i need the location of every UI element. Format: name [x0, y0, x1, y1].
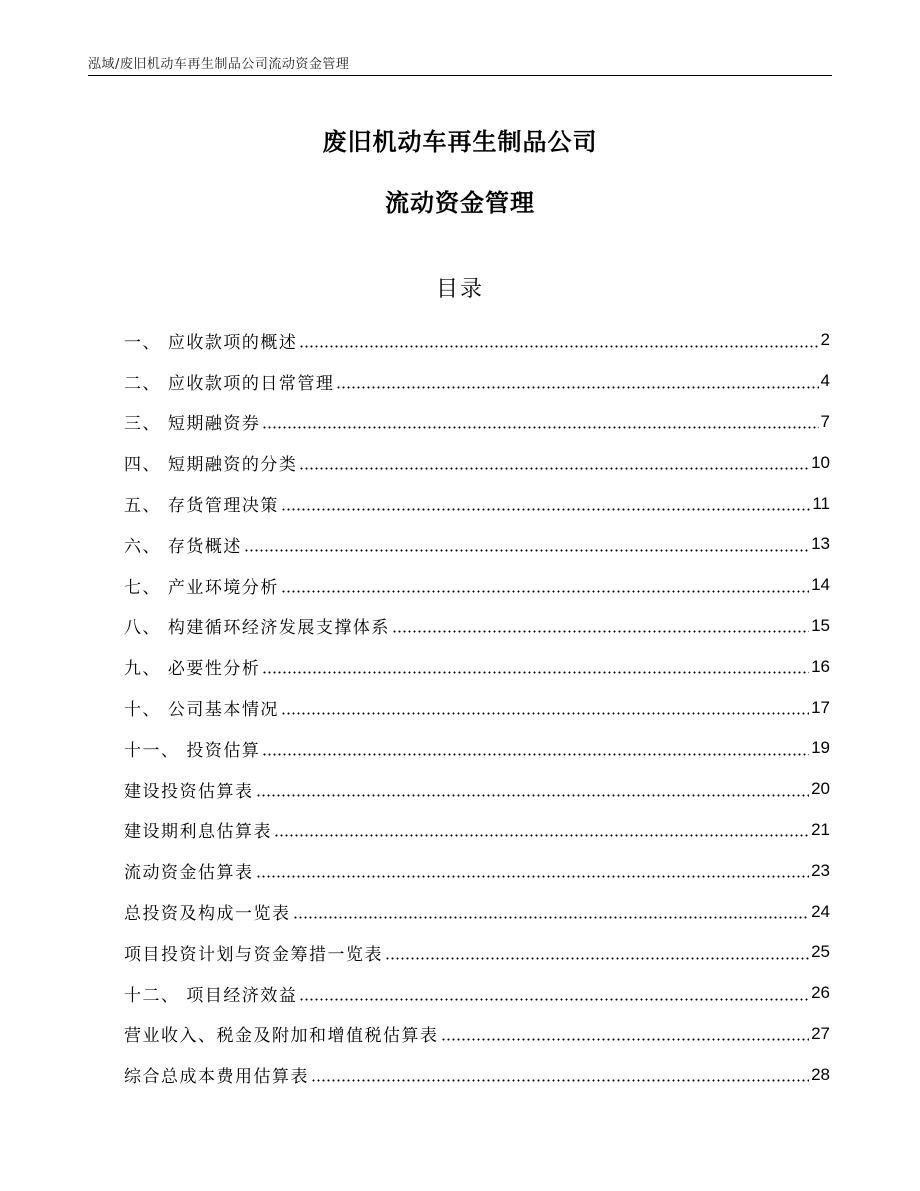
toc-entry-page: 27	[811, 1023, 830, 1043]
toc-entry-label: 流动资金估算表	[124, 863, 254, 884]
toc-entry-page: 24	[811, 901, 830, 921]
toc-entry[interactable]	[124, 850, 830, 891]
dot-leader	[441, 1038, 810, 1041]
toc-entry[interactable]	[124, 524, 830, 565]
toc-entry[interactable]	[124, 606, 830, 647]
toc-entry[interactable]	[124, 442, 830, 483]
toc-entry-label: 建设投资估算表	[124, 781, 254, 802]
dot-leader	[336, 386, 818, 389]
dot-leader	[299, 467, 809, 470]
toc-entry[interactable]	[124, 361, 830, 402]
toc-entry-label: 营业收入、税金及附加和增值税估算表	[124, 1026, 439, 1047]
toc-entry[interactable]	[124, 483, 830, 524]
dot-leader	[385, 957, 809, 960]
toc-entry-page: 13	[811, 534, 830, 554]
toc-entry-label: 八、 构建循环经济发展支撑体系	[124, 618, 390, 639]
toc-entry-label: 六、 存货概述	[124, 536, 242, 557]
dot-leader	[293, 916, 810, 919]
toc-entry[interactable]	[124, 1014, 830, 1055]
toc-entry[interactable]	[124, 973, 830, 1014]
toc-entry[interactable]	[124, 810, 830, 851]
toc-entry-page: 11	[812, 493, 830, 513]
toc-entry[interactable]	[124, 320, 830, 361]
toc-entry-page: 17	[811, 697, 830, 717]
toc-entry-page: 16	[811, 656, 830, 676]
toc-entry-page: 25	[811, 942, 830, 962]
dot-leader	[299, 998, 809, 1001]
dot-leader	[256, 875, 810, 878]
toc-entry-label: 建设期利息估算表	[124, 822, 272, 843]
toc-entry-label: 总投资及构成一览表	[124, 904, 291, 925]
document-subtitle: 流动资金管理	[385, 189, 535, 217]
dot-leader	[281, 508, 810, 511]
toc-entry-page: 7	[820, 411, 830, 431]
toc-entry-label: 十一、 投资估算	[124, 740, 261, 761]
toc-entry-label: 项目投资计划与资金筹措一览表	[124, 944, 383, 965]
toc-entry-page: 21	[811, 819, 830, 839]
running-header: 泓域/废旧机动车再生制品公司流动资金管理	[88, 57, 350, 72]
table-of-contents	[124, 320, 830, 1095]
toc-entry-label: 综合总成本费用估算表	[124, 1067, 309, 1088]
toc-entry-label: 一、 应收款项的概述	[124, 332, 298, 353]
toc-entry-page: 23	[811, 860, 830, 880]
toc-entry-page: 15	[811, 615, 830, 635]
toc-entry-label: 七、 产业环境分析	[124, 577, 279, 598]
toc-entry-page: 19	[811, 738, 830, 758]
dot-leader	[299, 345, 818, 348]
toc-entry[interactable]	[124, 402, 830, 443]
dot-leader	[256, 794, 810, 797]
dot-leader	[262, 426, 818, 429]
dot-leader	[281, 590, 809, 593]
toc-entry[interactable]	[124, 932, 830, 973]
toc-entry-label: 九、 必要性分析	[124, 659, 261, 680]
toc-entry-page: 4	[820, 371, 830, 391]
toc-entry[interactable]	[124, 769, 830, 810]
toc-entry[interactable]	[124, 565, 830, 606]
toc-entry[interactable]	[124, 687, 830, 728]
toc-entry-label: 五、 存货管理决策	[124, 496, 279, 517]
toc-entry[interactable]	[124, 891, 830, 932]
toc-entry-label: 三、 短期融资券	[124, 414, 261, 435]
document-title: 废旧机动车再生制品公司	[322, 128, 598, 156]
dot-leader	[262, 753, 809, 756]
dot-leader	[392, 630, 809, 633]
toc-entry-label: 十二、 项目经济效益	[124, 985, 298, 1006]
toc-entry-page: 2	[820, 330, 830, 350]
toc-entry[interactable]	[124, 646, 830, 687]
toc-heading: 目录	[435, 277, 484, 302]
header-divider	[88, 75, 832, 76]
toc-entry-page: 10	[811, 452, 830, 472]
toc-entry-label: 四、 短期融资的分类	[124, 455, 298, 476]
toc-entry-label: 二、 应收款项的日常管理	[124, 373, 335, 394]
toc-entry-label: 十、 公司基本情况	[124, 700, 279, 721]
dot-leader	[311, 1079, 809, 1082]
dot-leader	[274, 834, 809, 837]
dot-leader	[244, 549, 809, 552]
dot-leader	[262, 671, 809, 674]
toc-entry[interactable]	[124, 728, 830, 769]
toc-entry-page: 20	[811, 779, 830, 799]
toc-entry-page: 26	[811, 983, 830, 1003]
toc-entry-page: 14	[811, 575, 830, 595]
dot-leader	[281, 712, 809, 715]
toc-entry[interactable]	[124, 1054, 830, 1095]
toc-entry-page: 28	[811, 1064, 830, 1084]
